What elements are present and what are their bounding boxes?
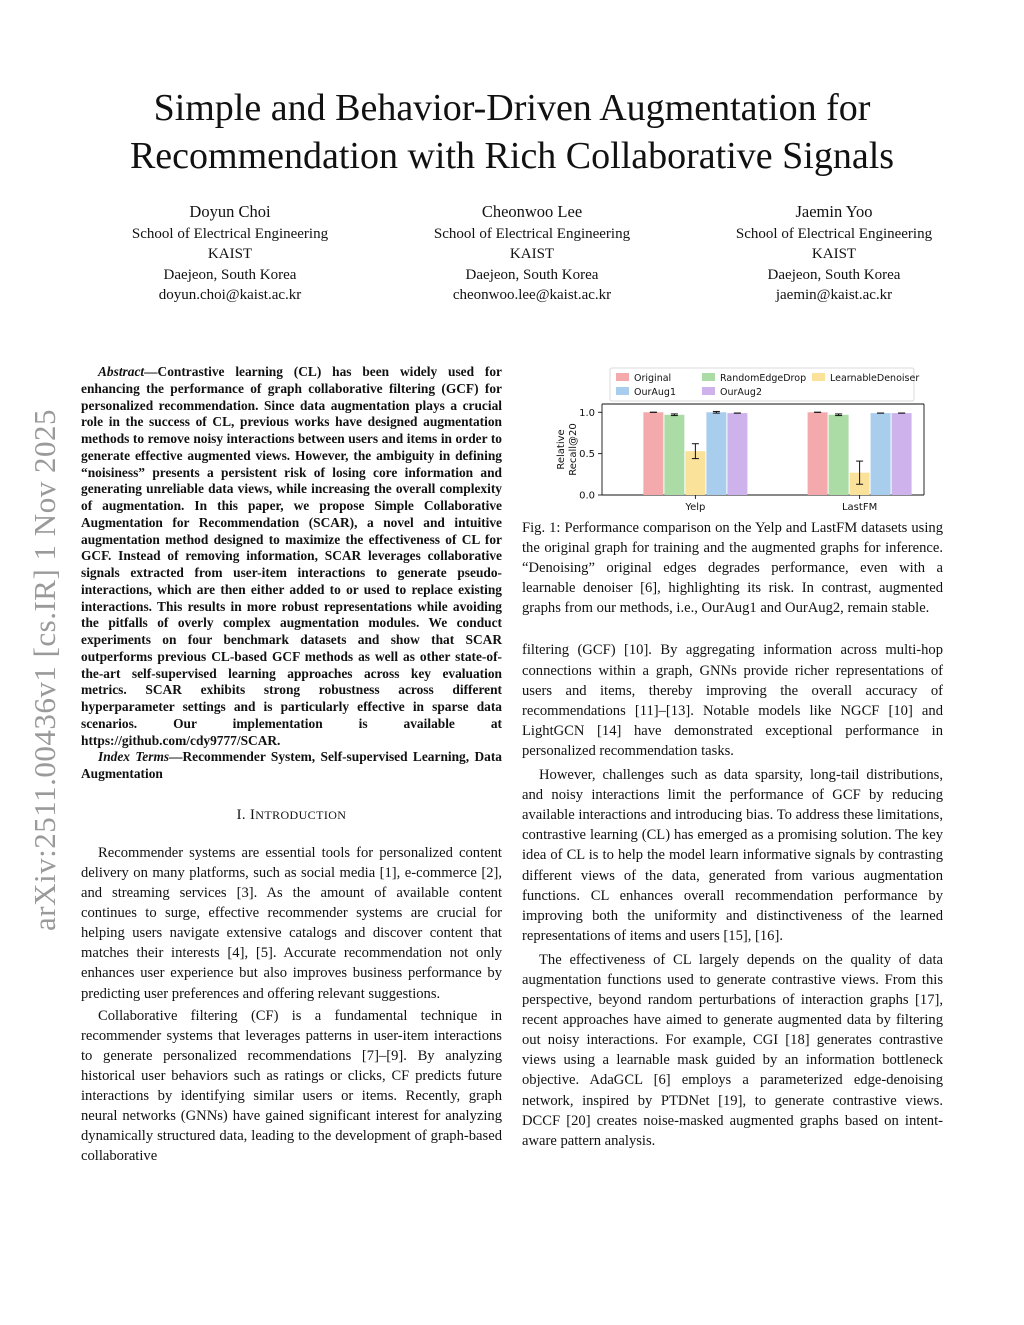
legend-label: LearnableDenoiser [830,373,920,384]
bar-chart [522,364,943,514]
arxiv-identifier: arXiv:2511.00436v1 [cs.IR] 1 Nov 2025 [27,409,62,931]
author-institution: KAIST [509,246,555,263]
y-tick-label: 0.0 [579,490,595,502]
y-tick-label: 0.5 [579,449,595,461]
y-tick-label: 1.0 [579,407,595,419]
author-department: School of Electrical Engineering [433,225,631,242]
abstract-text: —Contrastive learning (CL) has been widely used for enhancing the performance of graph collaborative filtering (GCF) for personalized recommendation. Since data augmentation plays a crucial role in the success of CL, previous works have designed augmentation methods to remove noisy interactions between users and items in order to generate effective augmented views. However, the ambiguity in defining “noisiness” presents a persistent risk of losing core information and generating unreliable data views, while increasing the overall complexity of augmentation. In this paper, we propose Simple Collaborative Augmentation for Recommendation (SCAR), a novel and intuitive augmentation method designed to maximize the effectiveness of CL for GCF. Instead of removing information, SCAR leverages collaborative signals extracted from user-item interactions to generate pseudo-interactions, which are then either added to or used to replace existing interactions. This results in more robust representations while avoiding the pitfalls of overly complex augmentation modules. We conduct experiments on four benchmark datasets and show that SCAR outperforms previous CL-based GCF methods as well as other state-of-the-art self-supervised learning approaches across key evaluation metrics. SCAR exhibits strong robustness across different hyperparameter settings and is particularly effective in sparse data scenarios. Our implementation is available at https://github.com/cdy9777/SCAR. [81,364,502,748]
intro-paragraph: Collaborative filtering (CF) is a fundamental technique in recommender systems that leverages patterns in user-item interactions to generate personalized recommendations [7]–[9]. By analyzing historical user behaviors such as ratings or clicks, CF predicts future interactions by identifying similar users or items. Recently, graph neural networks (GNNs) have gained significant interest for analyzing dynamically structured data, leading to the development of graph-based collaborative [81,1007,502,1165]
legend-label: RandomEdgeDrop [720,373,807,384]
bar [706,412,726,495]
legend-label: Original [634,373,672,384]
author-department: School of Electrical Engineering [735,225,933,242]
author-location: Daejeon, South Korea [465,266,599,283]
figure-caption: Fig. 1: Performance comparison on the Yelp and LastFM datasets using the original graph for training and the augmented graphs for inference. “Denoising” original edges degrades performance, even with a learnable denoiser [6], highlighting its risk. In contrast, augmented graphs from our methods, i.e., OurAug1 and OurAug2, remain stable. [522,520,943,617]
legend-swatch [616,387,629,395]
author-institution: KAIST [811,246,857,263]
body-paragraph: filtering (GCF) [10]. By aggregating information across multi-hop connections within a graph, GNNs provide richer representations of users and items, thereby improving the overall accuracy of recommendations [11]–[13]. Notable models like NGCF [10] and LightGCN [14] have demonstrated exceptional performance in personalized recommendation tasks. [522,642,943,759]
left-column [81,364,502,1166]
author-name: Jaemin Yoo [795,202,873,221]
author-name: Cheonwoo Lee [481,202,583,221]
body-paragraph: The effectiveness of CL largely depends on the quality of data augmentation functions used to generate contrastive views. From this perspective, beyond random perturbations of interaction graphs [17], recent approaches have aimed to generate augmented data by filtering out noisy interactions. For example, CGI [18] generates contrastive views using a learnable mask guided by an information bottleneck objective. AdaGCL [6] employs a parameterized edge-denoising network, inspired by PTDNet [19], to generate contrastive views. DCCF [20] creates noise-masked augmented graphs based on intent-aware pattern analysis. [522,951,943,1149]
bar [808,412,828,495]
legend-label: OurAug2 [720,387,762,398]
author-3 [704,202,964,306]
author-location: Daejeon, South Korea [163,266,297,283]
right-column [522,364,943,1151]
author-location: Daejeon, South Korea [767,266,901,283]
intro-paragraph: Recommender systems are essential tools for personalized content delivery on many platforms, such as social media [1], e-commerce [2], and streaming services [3]. As the amount of available content continues to surge, effective recommender systems are crucial for helping users navigate extensive catalogs and discover content that matches their interests [4], [5]. Accurate recommendation not only enhances user experience but also improves business performance by predicting user preferences and offering relevant suggestions. [81,844,502,1002]
body-paragraph: However, challenges such as data sparsity, long-tail distributions, and noisy interactions limit the performance of GCF by reducing available interactions and introducing bias. To address these limitations, contrastive learning (CL) has emerged as a promising solution. The key idea of CL is to help the model learn informative signals by contrasting different views of the data, generated from various augmentation functions. CL enhances overall recommendation performance by improving both the uniformity and distinctiveness of the learned representations of items and users [15], [16]. [522,767,943,944]
legend-swatch [812,373,825,381]
x-tick-label: Yelp [685,502,706,513]
abstract-lead: Abstract [98,364,145,379]
abstract [81,364,502,749]
legend-swatch [702,373,715,381]
legend-label: OurAug1 [634,387,676,398]
author-1 [100,202,360,306]
author-2 [402,202,662,306]
bar [727,413,747,495]
index-terms-lead: Index Terms [98,749,170,765]
y-axis-label: RelativeRecall@20 [556,423,579,476]
bar [829,415,849,495]
author-name: Doyun Choi [189,202,271,221]
bar [892,413,912,495]
arxiv-watermark [20,380,70,960]
legend-swatch [616,373,629,381]
author-department: School of Electrical Engineering [131,225,329,242]
x-tick-label: LastFM [841,502,878,513]
index-terms-text: —Recommender System, Self-supervised Learning, Data Augmentation [81,749,502,781]
bar [664,415,684,495]
section-heading-introduction: I. INTRODUCTION [236,806,347,823]
author-email[interactable]: cheonwoo.lee@kaist.ac.kr [452,287,612,304]
legend-swatch [702,387,715,395]
bar [643,412,663,495]
author-email[interactable]: jaemin@kaist.ac.kr [775,287,893,304]
author-institution: KAIST [207,246,253,263]
author-block [100,202,964,306]
bar [871,413,891,495]
author-email[interactable]: doyun.choi@kaist.ac.kr [158,287,302,304]
paper-title: Simple and Behavior-Driven Augmentation for Recommendation with Rich Collaborative Signals [129,87,895,177]
figure-1 [522,364,943,514]
index-terms [81,749,502,783]
